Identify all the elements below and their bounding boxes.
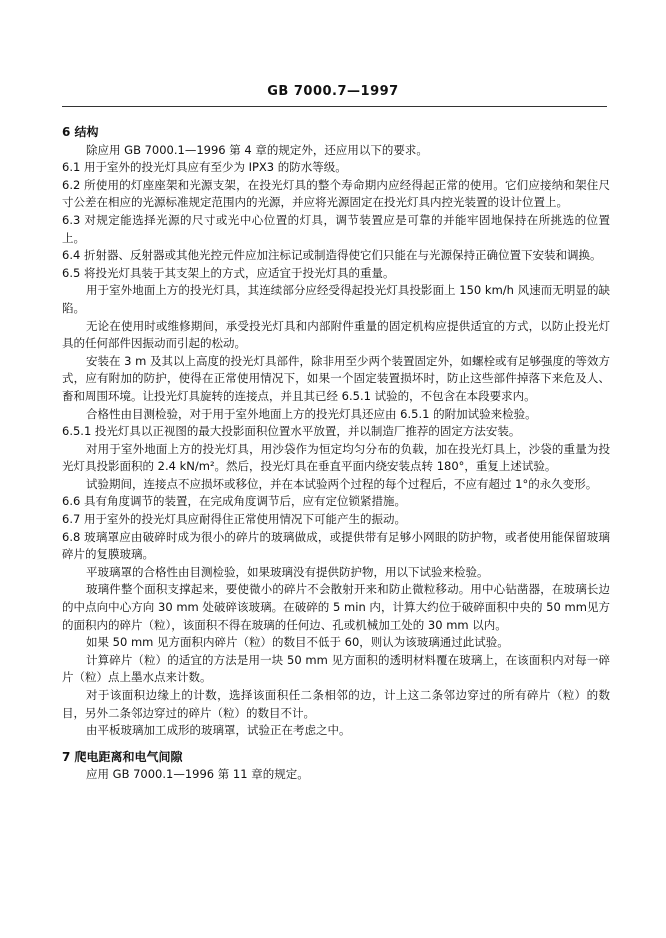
body-paragraph: 除应用 GB 7000.1—1996 第 4 章的规定外，还应用以下的要求。: [86, 142, 428, 157]
body-paragraph: 如果 50 mm 见方面积内碎片（粒）的数目不低于 60，则认为该玻璃通过此试验。: [86, 635, 509, 650]
body-paragraph: 对用于室外地面上方的投光灯具，用沙袋作为恒定均匀分布的负载，加在投光灯具上，沙袋的重量为投光灯具投影面积的 2.4 kN/m²。然后，投光灯具在垂直平面内绕安装点转 180°，重复上述试验。: [62, 441, 610, 474]
clause-paragraph: 6.7 用于室外的投光灯具应耐得住正常使用情况下可能产生的振动。: [62, 512, 406, 527]
document-body: [62, 124, 610, 784]
clause-paragraph: 6.4 折射器、反射器或其他光控元件应加注标记或制造得使它们只能在与光源保持正确位置下安装和调换。: [62, 248, 602, 263]
clause-paragraph: 6.5 将投光灯具装于其支架上的方式，应适宜于投光灯具的重量。: [62, 265, 395, 280]
section-spacer: [62, 740, 610, 749]
clause-paragraph: 6.8 玻璃罩应由破碎时成为很小的碎片的玻璃做成，或提供带有足够小网眼的防护物，或者使用能保留玻璃碎片的复膜玻璃。: [62, 529, 610, 562]
body-paragraph: 玻璃件整个面积支撑起来，要使微小的碎片不会散射开来和防止微粒移动。用中心钻凿器，在玻璃长边的中点向中心方向 30 mm 处破碎该玻璃。在破碎的 5 min 内，计算大约位于破碎面积中央的 50 mm见方的面积内的碎片（粒），该面积不得在玻璃的任何边、孔或机械加工处的 30 mm 以内。: [62, 582, 610, 632]
clause-paragraph: 6.5.1 投光灯具以正视图的最大投影面积位置水平放置，并以制造厂推荐的固定方法安装。: [62, 424, 521, 439]
section-heading: 7 爬电距离和电气间隙: [62, 749, 183, 764]
header-divider: [62, 106, 607, 107]
body-paragraph: 应用 GB 7000.1—1996 第 11 章的规定。: [86, 767, 309, 782]
body-paragraph: 平玻璃罩的合格性由目测检验，如果玻璃没有提供防护物，用以下试验来检验。: [86, 564, 489, 579]
body-paragraph: 对于该面积边缘上的计数，选择该面积任二条相邻的边，计上这二条邻边穿过的所有碎片（粒）的数目，另外二条邻边穿过的碎片（粒）的数目不计。: [62, 688, 610, 720]
clause-paragraph: 6.2 所使用的灯座座架和光源支架，在投光灯具的整个寿命期内应经得起正常的使用。它们应接纳和架住尺寸公差在相应的光源标准规定范围内的光源，并应将光源固定在投光灯具内控光装置的设计位置上。: [62, 177, 610, 210]
body-paragraph: 由平板玻璃加工成形的玻璃罩，试验正在考虑之中。: [86, 723, 351, 738]
body-paragraph: 试验期间，连接点不应损坏或移位，并在本试验两个过程的每个过程后，不应有超过 1°的永久变形。: [86, 476, 598, 491]
body-paragraph: 用于室外地面上方的投光灯具，其连续部分应经受得起投光灯具投影面上 150 km/h 风速而无明显的缺陷。: [62, 283, 610, 315]
section-heading: 6 结构: [62, 125, 99, 139]
clause-paragraph: 6.6 具有角度调节的装置，在完成角度调节后，应有定位锁紧措施。: [62, 494, 406, 509]
body-paragraph: 合格性由目测检验，对于用于室外地面上方的投光灯具还应由 6.5.1 的附加试验来检验。: [86, 406, 537, 421]
standard-number-header: GB 7000.7—1997: [267, 84, 399, 99]
body-paragraph: 安装在 3 m 及其以上高度的投光灯具部件，除非用至少两个装置固定外，如螺栓或有足够强度的等效方式，应有附加的防护，使得在正常使用情况下，如果一个固定装置损坏时，防止这些部件掉落下来危及人、畜和周围环境。让投光灯具旋转的连接点，并且其已经 6.5.1 试验的，不包含在本段要求内。: [62, 353, 610, 403]
body-paragraph: 计算碎片（粒）的适宜的方法是用一块 50 mm 见方面积的透明材料覆在玻璃上，在该面积内对每一碎片（粒）点上墨水点来计数。: [62, 652, 610, 685]
clause-paragraph: 6.1 用于室外的投光灯具应有至少为 IPX3 的防水等级。: [62, 160, 347, 175]
clause-paragraph: 6.3 对规定能选择光源的尺寸或光中心位置的灯具，调节装置应是可靠的并能牢固地保持在所挑选的位置上。: [62, 212, 610, 245]
body-paragraph: 无论在使用时或维修期间，承受投光灯具和内部附件重量的固定机构应提供适宜的方式，以防止投光灯具的任何部件因振动而引起的松动。: [62, 318, 610, 351]
